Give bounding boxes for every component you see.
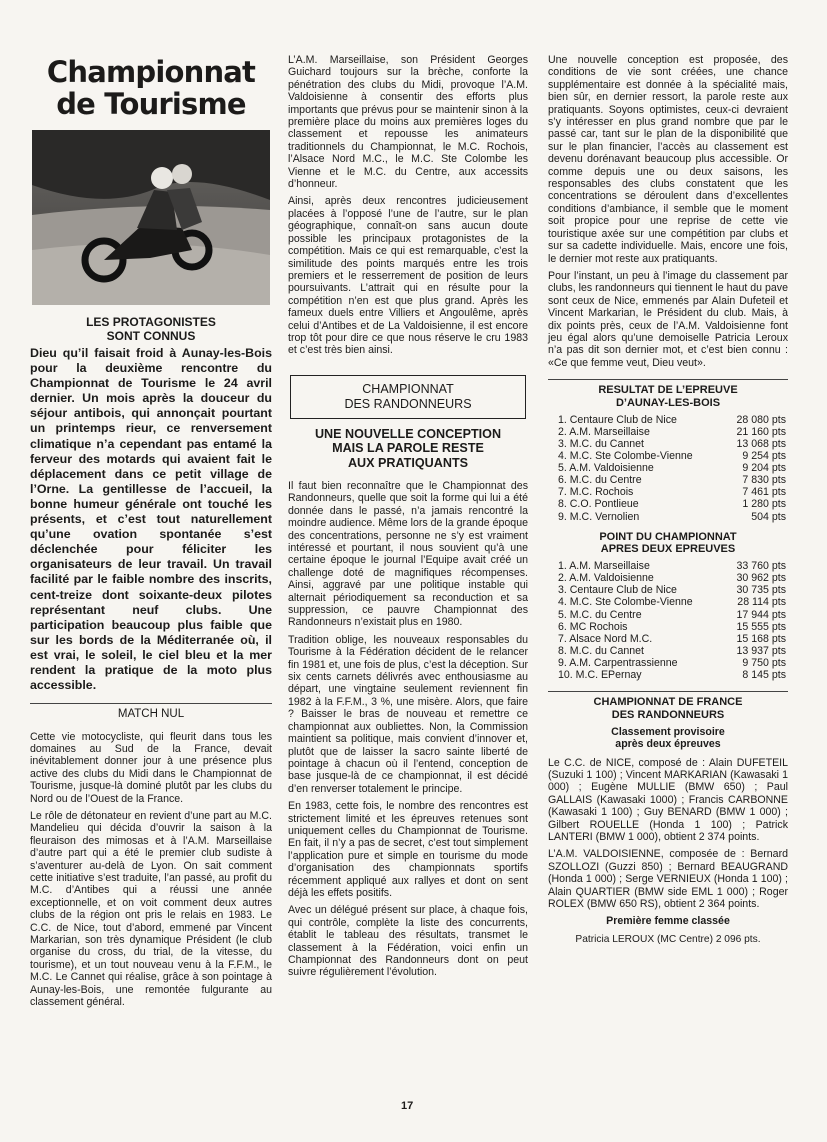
section-heading-line: LES PROTAGONISTES: [86, 315, 216, 329]
first-woman-heading: Première femme classée: [606, 915, 730, 928]
section-heading-nouvelle-conception: [288, 427, 528, 470]
team-points: 13 937 pts: [736, 644, 786, 657]
table-row: [558, 426, 786, 438]
team-name: 9. M.C. Vernolien: [558, 510, 640, 523]
page-number: 17: [401, 1100, 414, 1112]
team-points: 30 735 pts: [736, 584, 786, 597]
team-name: 6. M.C. du Centre: [558, 474, 642, 487]
body-paragraph: L’A.M. Marseillaise, son Président Georges Guichard toujours sur la brèche, conforte la pénétration des clubs du Midi, provoque l’A.M. Valdoisienne à consentir des efforts plus importants que prévus pour se maintenir sinon à la première place du moins aux premières loges du classement et repousse les animateurs traditionnels du Championnat, le M.C. Rochois, l’Alsace Nord M.C., le M.C. Ste Colombe les Vienne et le M.C. du Centre, aux accessits d’honneur.: [288, 54, 528, 191]
team-nice-composition: Le C.C. de NICE, composé de : Alain DUFETEIL (Suzuki 1 100) ; Vincent MARKARIAN (Kawasaki 1 000) ; Eugène MULLIE (BMW 650) ; Paul GALLAIS (Kawasaki 1000) ; Francis CARBONNE (Kawasaki 1 100) ; Guy BENARD (BMW 1 000) ; Gilbert ROUELLE (Honda 1 100) ; Patrick LANTERI (BMW 1 000), obtient 2 374 points.: [548, 756, 788, 843]
team-points: 15 168 pts: [736, 632, 786, 645]
team-name: 4. M.C. Ste Colombe-Vienne: [558, 596, 693, 609]
results-table: [548, 414, 788, 523]
table-row: [558, 584, 786, 596]
section-heading-line: AUX PRATIQUANTS: [347, 455, 469, 470]
body-paragraph: Cette vie motocycliste, qui fleurit dans tous les domaines au Sud de la France, devait inévitablement donner jour à une présence plus active des clubs du Midi dans le Championnat de Tourisme, jusque-là dominé plutôt par les clubs du Nord ou de l’Ouest de la France.: [30, 730, 272, 805]
team-name: 8. C.O. Pontlieue: [558, 498, 639, 511]
team-name: 10. M.C. EPernay: [558, 669, 642, 682]
team-name: 5. M.C. du Centre: [558, 608, 642, 621]
team-name: 8. M.C. du Cannet: [558, 644, 644, 657]
body-paragraph: Avec un délégué présent sur place, à chaque fois, qui contrôle, complète la liste des concurrents, établit le tableau des résultats, transmet le classement à la Fédération, voici enfin un Championnat des Randonneurs dont on peut suivre régulièrement l’évolution.: [288, 904, 528, 979]
lead-paragraph: Dieu qu’il faisait froid à Aunay-les-Bois pour la deuxième rencontre du Championnat de Tourisme le 24 avril dernier. Un mois après la douceur du séjour antibois, qui annonçait pourtant un printemps rieur, ce renversement climatique n’a cependant pas entamé la ferveur des motards qui avaient fait le déplacement dans ce petit village de l’Orne. La gentillesse de l’accueil, la bonne humeur générale ont touché les présents, et c’est tout naturellement qu’une ovation spontanée s’est déclenchée pour féliciter les organisateurs de leur travail. Un travail facilité par le faible nombre des inscrits, cent-treize dont soixante-deux pilotes représentant neuf clubs. Une participation beaucoup plus faible que sur les bords de la Méditerranée où, il est vrai, le soleil, le ciel bleu et la mer rendent la pratique de la moto plus accessible.: [30, 346, 272, 693]
column-right: [548, 54, 788, 952]
table-row: [558, 596, 786, 608]
boxed-heading-randonneurs: [290, 375, 526, 419]
title-line-2: de Tourisme: [56, 87, 246, 121]
team-points: 9 204 pts: [742, 462, 786, 475]
team-points: 504 pts: [751, 510, 786, 523]
section-heading-line: UNE NOUVELLE CONCEPTION: [314, 426, 502, 441]
team-points: 8 145 pts: [742, 669, 786, 682]
table-row: [558, 486, 786, 498]
team-points: 7 461 pts: [742, 486, 786, 499]
table-row: [558, 414, 786, 426]
randonneurs-subheading-line: après deux épreuves: [615, 738, 721, 751]
team-points: 1 280 pts: [742, 498, 786, 511]
body-paragraph: En 1983, cette fois, le nombre des rencontres est strictement limité et les épreuves retenues sont uniquement celles du Championnat de Tourisme. En fait, il n’y a pas de secret, c’est tout simplement l’application pure et simple en tourisme du mode d’organisation des championnats sportifs récemment appliqué aux rallyes et dont on sent déjà les effets positifs.: [288, 800, 528, 899]
team-name: 7. M.C. Rochois: [558, 486, 634, 499]
randonneurs-subheading-line: Classement provisoire: [611, 725, 725, 738]
table-row: [558, 511, 786, 523]
standings-heading: [548, 531, 788, 557]
team-name: 1. A.M. Marseillaise: [558, 560, 650, 573]
team-points: 9 254 pts: [742, 450, 786, 463]
standings-heading-line: APRES DEUX EPREUVES: [600, 543, 736, 556]
team-points: 17 944 pts: [736, 608, 786, 621]
section-heading-protagonistes: [30, 315, 272, 343]
first-woman-result: Patricia LEROUX (MC Centre) 2 096 pts.: [575, 933, 761, 945]
divider: [548, 691, 788, 692]
table-row: [558, 609, 786, 621]
team-points: 33 760 pts: [736, 560, 786, 573]
results-heading-line: RESULTAT DE L’EPREUVE: [598, 384, 738, 397]
table-row: [558, 621, 786, 633]
body-paragraph: Il faut bien reconnaître que le Championnat des Randonneurs, quelle que soit la forme qui lui a été donnée dans le passé, n’a jamais rencontré la moindre audience. Même lors de la grande époque des concentrations, personne ne s’y est vraiment intéressé et pourtant, il nous souvient qu’à une certaine époque le journal l’Equipe avait créé un challenge doté de magnifiques récompenses. Ainsi, aggravé par une politique instable qui alternait périodiquement sa reconduction et sa suppression, ce pauvre Championnat des Randonneurs n’existait plus en 1980.: [288, 479, 528, 629]
team-name: 9. A.M. Carpentrassienne: [558, 656, 678, 669]
team-name: 2. A.M. Valdoisienne: [558, 572, 654, 585]
section-heading-line: MAIS LA PAROLE RESTE: [332, 441, 484, 456]
randonneurs-heading: [548, 696, 788, 722]
standings-table: [548, 560, 788, 681]
table-row: [558, 645, 786, 657]
article-title: [30, 56, 272, 120]
randonneurs-heading-line: CHAMPIONNAT DE FRANCE: [593, 696, 743, 709]
team-name: 1. Centaure Club de Nice: [558, 413, 677, 426]
table-row: [558, 633, 786, 645]
team-points: 7 830 pts: [742, 474, 786, 487]
results-heading: [548, 384, 788, 410]
boxed-heading-line: DES RANDONNEURS: [344, 396, 472, 411]
column-middle: [288, 54, 528, 984]
motorcycle-photo-image: [32, 130, 270, 305]
team-points: 28 114 pts: [737, 596, 786, 609]
team-name: 7. Alsace Nord M.C.: [558, 632, 653, 645]
team-name: 6. MC Rochois: [558, 620, 628, 633]
team-points: 13 068 pts: [736, 437, 786, 450]
motorcycle-photo: [32, 130, 270, 305]
section-heading-line: SONT CONNUS: [106, 329, 196, 343]
team-points: 15 555 pts: [736, 620, 786, 633]
team-name: 3. M.C. du Cannet: [558, 437, 644, 450]
team-points: 21 160 pts: [736, 425, 786, 438]
team-points: 9 750 pts: [742, 656, 786, 669]
results-heading-line: D’AUNAY-LES-BOIS: [615, 396, 721, 409]
table-row: [558, 474, 786, 486]
table-row: [558, 572, 786, 584]
randonneurs-heading-line: DES RANDONNEURS: [611, 708, 725, 721]
team-name: 2. A.M. Marseillaise: [558, 425, 650, 438]
team-name: 5. A.M. Valdoisienne: [558, 462, 654, 475]
subheading-match-nul: MATCH NUL: [117, 708, 185, 721]
team-name: 3. Centaure Club de Nice: [558, 584, 677, 597]
boxed-heading-line: CHAMPIONNAT: [362, 381, 454, 396]
table-row: [558, 657, 786, 669]
team-valdoisienne-composition: L’A.M. VALDOISIENNE, composée de : Bernard SZOLLOZI (Guzzi 850) ; Bernard BEAUGRAND (Honda 1 000) ; Serge VERNIEUX (Honda 1 100) ; Alain QUARTIER (BMW side EML 1 000) ; Roger ROLEX (BMW 650 RS), obtient 2 364 points.: [548, 848, 788, 910]
divider: [30, 703, 272, 704]
body-paragraph: Pour l’instant, un peu à l’image du classement par clubs, les randonneurs qui tiennent le haut du pave sont ceux de Nice, emmenés par Alain Dufeteil et Vincent Markarian, le Président du club. Mais, à dix points près, ceux de l’A.M. Valdoisienne font jeu égal alors qu’une demoiselle Patricia Leroux n’a pas dit son dernier mot, et c’est bien connu : «Ce que femme veut, Dieu veut».: [548, 269, 788, 369]
table-row: [558, 560, 786, 572]
body-paragraph: Le rôle de détonateur en revient d’une part au M.C. Mandelieu qui décida d’ouvrir la saison à la fleuraison des mimosas et à l’A.M. Marseillaise d’autre part qui a été le premier club sudiste à s’aventurer au-delà de Lyon. On sait comment cette initiative s’est traduite, l’an passé, au profit du M.C. d’Antibes qui a réussi une année exceptionnelle, et on voit comment deux autres clubs de la région ont pris le relais en 1983. Le C.C. de Nice, tout d’abord, emmené par Vincent Markarian, son très dynamique Président (le club organise du cross, du trial, de la vitesse, du tourisme), et un tout nouveau venu à la F.F.M., le M.C. Le Cannet qui réalise, grâce à son pointage à Aunay-les-Bois, une remontée fulgurante au classement général.: [30, 810, 272, 1009]
divider: [548, 379, 788, 380]
body-paragraph: Ainsi, après deux rencontres judicieusement placées à l’opposé l’une de l’autre, sur le plan géographique, connaît-on sans aucun doute possible les principaux protagonistes de la compétition. Mais ce qui est remarquable, c’est la similitude des points marqués entre les trois premiers et le resserrement de position de leurs poursuivants. L’attrait qui en résulte pour la compétition n’en est que plus grand. Après les fameux duels entre Villiers et Angoulême, après celui d’Antibes et de La Valdoisienne, il est encore trop tôt pour dire ce que nous réserve le cru 1983 et c’est très bien ainsi.: [288, 195, 528, 357]
table-row: [558, 498, 786, 510]
standings-heading-line: POINT DU CHAMPIONNAT: [599, 530, 737, 543]
body-paragraph: Tradition oblige, les nouveaux responsables du Tourisme à la Fédération décident de le relancer fin 1981 et, une fois de plus, c’est la déception. Sur six cents carnets délivrés avec enthousiasme au départ, une vingtaine seulement reviennent fin 1982 à la F.F.M., 3 %, une misère. Alors, que faire ? Baisser le bras de nouveau et remettre ce championnat aux oubliettes. Non, la Commission maintient sa politique, mais convient d’innover et, plutôt que de laisser la sacro sainte liberté de pointage à chacun où il l’entend, conception de base jusque-là de ce championnat, il est décidé d’en renverser totalement le principe.: [288, 633, 528, 795]
table-row: [558, 669, 786, 681]
team-points: 28 080 pts: [736, 413, 786, 426]
team-name: 4. M.C. Ste Colombe-Vienne: [558, 450, 693, 463]
table-row: [558, 462, 786, 474]
team-points: 30 962 pts: [736, 572, 786, 585]
table-row: [558, 438, 786, 450]
body-paragraph: Une nouvelle conception est proposée, des conditions de vie sont créées, une chance supplémentaire est donnée à la spécialité mais, bien sûr, en dernier ressort, la parole reste aux pratiquants. Soyons optimistes, ceux-ci devraient s’y intéresser en plus grand nombre que par le passé car, tant sur le plan de la disponibilité que sur le plan financier, l’accès au classement est devenu dorénavant beaucoup plus accessible. Or comme depuis une ou deux saisons, les responsables des clubs constatent que les concentrations se déroulent dans d’excellentes conditions d’ambiance, il semble que le moment soit propice pour une reprise de cette vie touristique axée sur une compétition par clubs et sur sa cadette individuelle. Mais, encore une fois, le dernier mot reste aux pratiquants.: [548, 54, 788, 265]
table-row: [558, 450, 786, 462]
column-left: [30, 54, 272, 1014]
randonneurs-subheading: [548, 726, 788, 751]
title-line-1: Championnat: [46, 55, 256, 89]
